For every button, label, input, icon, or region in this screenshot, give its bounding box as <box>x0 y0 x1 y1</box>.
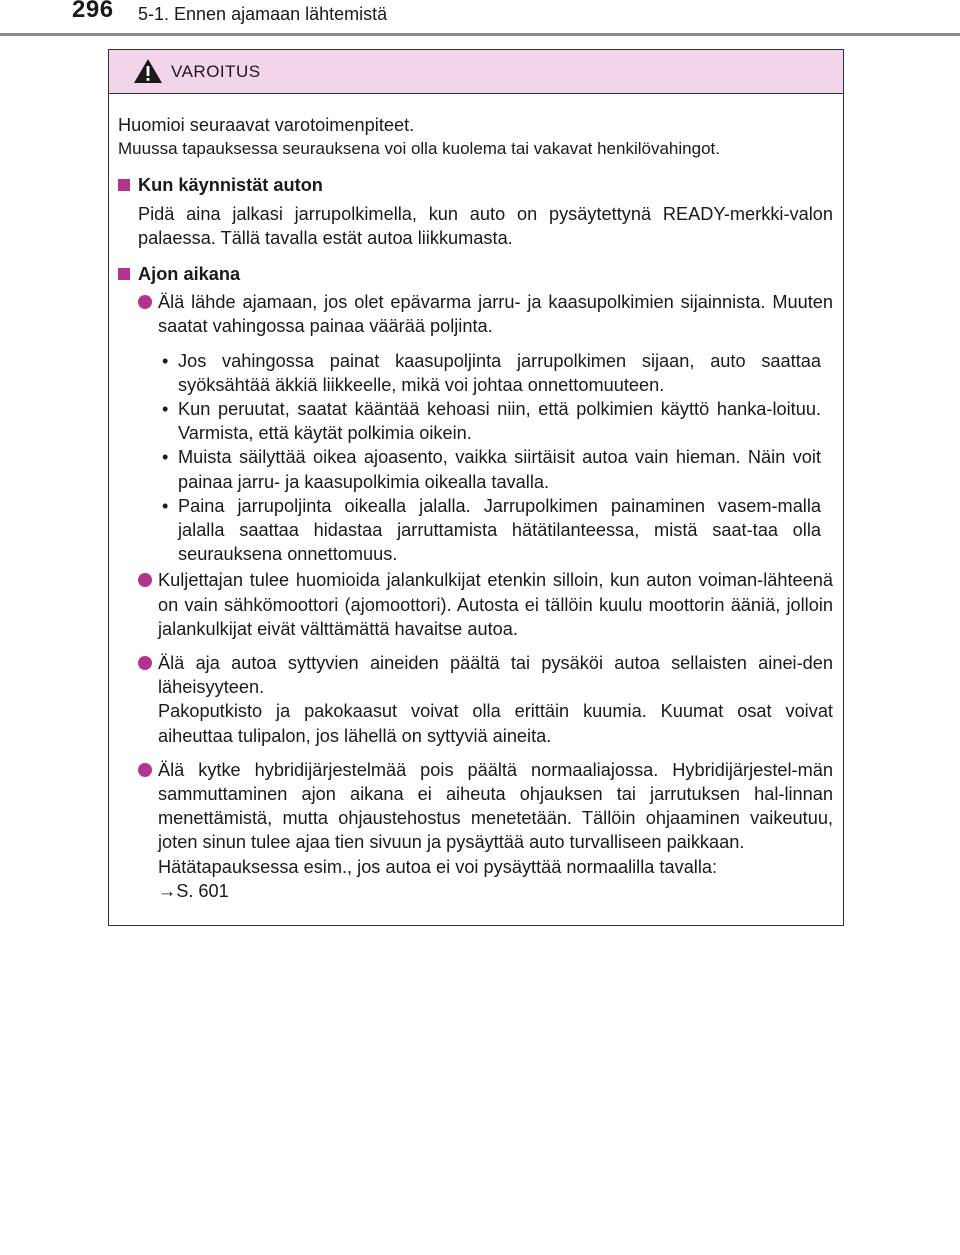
bullet-text-continued: Hätätapauksessa esim., jos autoa ei voi pysäyttää normaalilla tavalla: <box>158 856 718 877</box>
sub-bullet-text: Kun peruutat, saatat kääntää kehoasi niin, että polkimien käyttö hanka-loituu. Varmista, että käytät polkimia oikein. <box>178 399 821 444</box>
section-heading-start <box>118 173 833 197</box>
sub-bullet-text: Paina jarrupoljinta oikealla jalalla. Jarrupolkimen painaminen vasem-malla jalalla saattaa hidastaa jarruttamista hätätilanteessa, mistä saat-taa olla seurauksena onnettomuus. <box>178 495 821 565</box>
intro-line-2: Muussa tapauksessa seurauksena voi olla kuolema tai vakavat henkilövahingot. <box>118 139 720 159</box>
sub-bullet-item <box>118 494 833 567</box>
bullet-text: Älä kytke hybridijärjestelmää pois päältä normaaliajossa. Hybridijärjestel-män sammuttaminen ajon aikana ei aiheuta ohjauksen tai jarrutuksen hal-linnan menettämistä, mutta ohjaustehostus menetetään. Tällöin ohjaaminen vaikeutuu, joten sinun tulee ajaa tien sivuun ja pysäyttää auto turvalliseen paikkaan. <box>158 759 833 853</box>
sub-bullet-item <box>118 349 833 397</box>
bullet-item <box>118 758 833 903</box>
page-reference: →S. 601 <box>158 880 229 901</box>
warning-header <box>109 50 843 94</box>
small-bullet-icon: • <box>162 350 169 371</box>
heading-text: Ajon aikana <box>138 264 241 285</box>
round-bullet-icon <box>138 763 152 777</box>
header-rule <box>0 33 960 36</box>
round-bullet-icon <box>138 295 152 309</box>
page-number: 296 <box>72 0 114 23</box>
small-bullet-icon: • <box>162 447 169 468</box>
bullet-text: Älä lähde ajamaan, jos olet epävarma jarru- ja kaasupolkimien sijainnista. Muuten saatat vahingossa painaa väärää poljinta. <box>158 292 833 337</box>
bullet-text-continued: Pakoputkisto ja pakokaasut voivat olla erittäin kuumia. Kuumat osat voivat aiheuttaa tulipalon, jos lähellä on syttyviä aineita. <box>158 701 833 746</box>
bullet-item <box>118 651 833 748</box>
section-title: 5-1. Ennen ajamaan lähtemistä <box>138 4 388 24</box>
sub-bullet-item <box>118 397 833 445</box>
intro-line-1: Huomioi seuraavat varotoimenpiteet. <box>118 115 415 135</box>
section-heading-driving <box>118 262 833 286</box>
warning-body <box>118 113 833 903</box>
small-bullet-icon: • <box>162 495 169 516</box>
round-bullet-icon <box>138 656 152 670</box>
small-bullet-icon: • <box>162 399 169 420</box>
warning-triangle-icon <box>133 58 163 84</box>
bullet-item <box>118 568 833 641</box>
bullet-text: Kuljettajan tulee huomioida jalankulkijat etenkin silloin, kun auton voiman-lähteenä on vain sähkömoottori (ajomoottori). Autosta ei tällöin kuulu moottorin ääniä, jolloin jalankulkijat eivät välttämättä havaitse autoa. <box>158 570 833 639</box>
round-bullet-icon <box>138 573 152 587</box>
bullet-text: Älä aja autoa syttyvien aineiden päältä tai pysäköi autoa sellaisten ainei-den läheisyyteen. <box>158 653 833 698</box>
warning-intro <box>118 113 833 161</box>
square-bullet-icon <box>118 268 130 280</box>
sub-bullet-text: Muista säilyttää oikea ajoasento, vaikka siirtäisit autoa vain hieman. Näin voit painaa jarru- ja kaasupolkimia oikealla tavalla. <box>178 447 821 492</box>
bullet-item <box>118 290 833 338</box>
sub-bullet-text: Jos vahingossa painat kaasupoljinta jarrupolkimen sijaan, auto saattaa syöksähtää äkkiä liikkeelle, mikä voi johtaa onnettomuuteen. <box>178 350 821 395</box>
square-bullet-icon <box>118 179 130 191</box>
sub-bullet-item <box>118 445 833 493</box>
start-paragraph: Pidä aina jalkasi jarrupolkimella, kun auto on pysäytettynä READY-merkki-valon palaessa. Tällä tavalla estät autoa liikkumasta. <box>138 203 833 248</box>
warning-title: VAROITUS <box>171 62 261 81</box>
heading-text: Kun käynnistät auton <box>138 175 323 196</box>
